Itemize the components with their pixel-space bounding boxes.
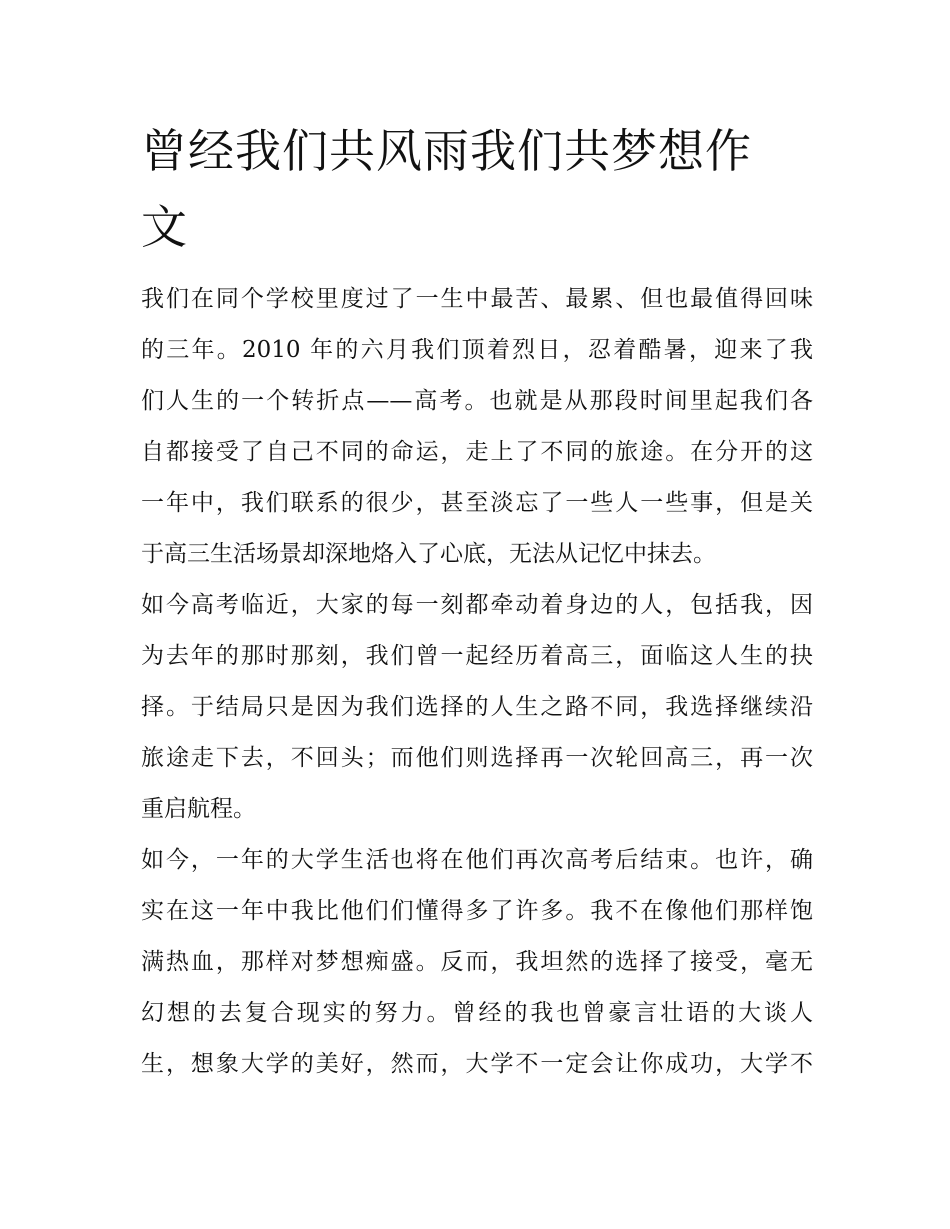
text-line: 自都接受了自己不同的命运，走上了不同的旅途。在分开的这 xyxy=(141,439,813,465)
text-line: 的三年。2010 年的六月我们顶着烈日，忍着酷暑，迎来了我 xyxy=(141,337,813,363)
text-line: 满热血，那样对梦想痴盛。反而，我坦然的选择了接受，毫无 xyxy=(141,949,813,975)
title-line: 曾经我们共风雨我们共梦想作 xyxy=(141,124,752,178)
text-line: 们人生的一个转折点——高考。也就是从那段时间里起我们各 xyxy=(141,388,813,414)
text-line: 我们在同个学校里度过了一生中最苦、最累、但也最值得回味 xyxy=(141,286,813,312)
document-body xyxy=(141,274,813,1090)
text-line: 一年中，我们联系的很少，甚至淡忘了一些人一些事，但是关 xyxy=(141,490,813,516)
text-line: 如今，一年的大学生活也将在他们再次高考后结束。也许，确 xyxy=(141,847,813,873)
text-line: 如今高考临近，大家的每一刻都牵动着身边的人，包括我，因 xyxy=(141,592,813,618)
text-line: 于高三生活场景却深地烙入了心底，无法从记忆中抹去。 xyxy=(141,541,716,567)
text-line: 幻想的去复合现实的努力。曾经的我也曾豪言壮语的大谈人 xyxy=(141,1000,813,1026)
text-line: 旅途走下去，不回头；而他们则选择再一次轮回高三，再一次 xyxy=(141,745,813,771)
document-title xyxy=(141,113,821,265)
text-line: 重启航程。 xyxy=(141,796,256,822)
text-line: 择。于结局只是因为我们选择的人生之路不同，我选择继续沿 xyxy=(141,694,813,720)
text-line: 生，想象大学的美好，然而，大学不一定会让你成功，大学不 xyxy=(141,1051,813,1077)
title-line: 文 xyxy=(141,200,188,254)
text-line: 实在这一年中我比他们们懂得多了许多。我不在像他们那样饱 xyxy=(141,898,813,924)
text-line: 为去年的那时那刻，我们曾一起经历着高三，面临这人生的抉 xyxy=(141,643,813,669)
